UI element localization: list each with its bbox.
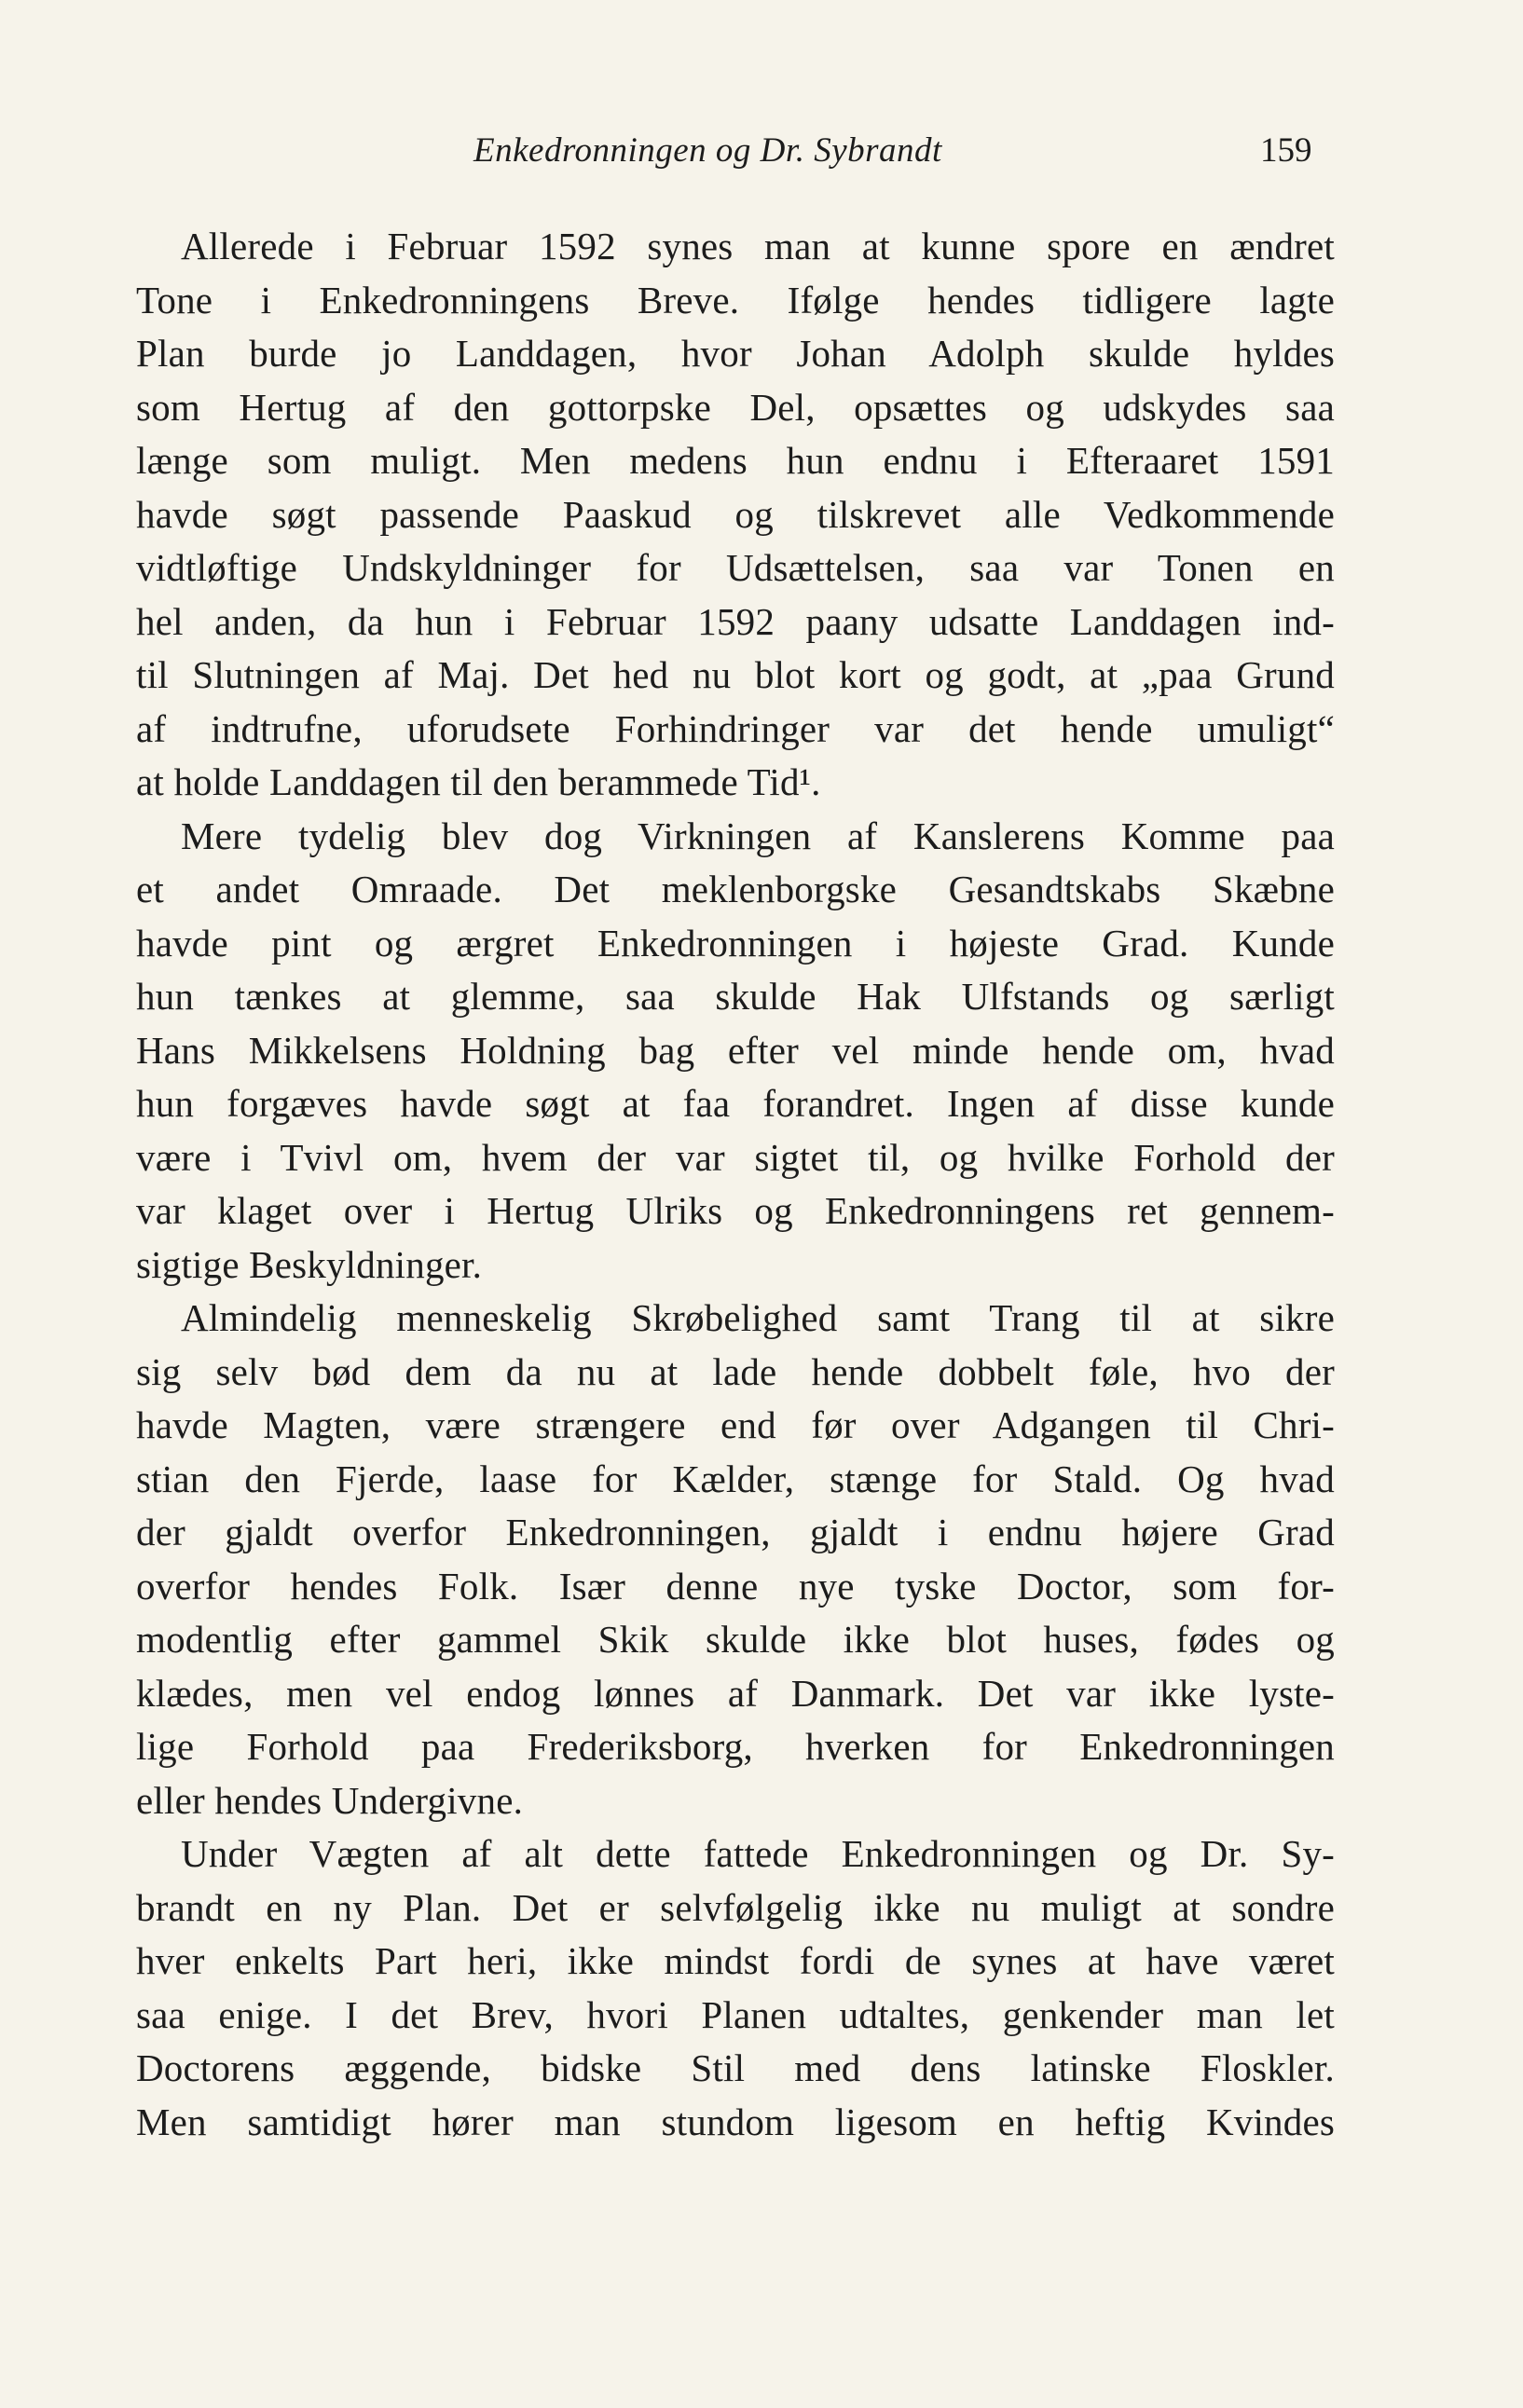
text-line: være i Tvivl om, hvem der var sigtet til, og hvilke Forhold der — [136, 1135, 1335, 1179]
text-line: Mere tydelig blev dog Virkningen af Kanslerens Komme paa — [181, 814, 1335, 857]
text-line: som Hertug af den gottorpske Del, opsættes og udskydes saa — [136, 385, 1335, 429]
text-line: et andet Omraade. Det meklenborgske Gesandtskabs Skæbne — [136, 868, 1335, 910]
running-title: Enkedronningen og Dr. Sybrandt — [473, 131, 942, 170]
text-line: var klaget over i Hertug Ulriks og Enkedronningens ret gennem- — [136, 1189, 1335, 1232]
text-line: hun tænkes at glemme, saa skulde Hak Ulfstands og særligt — [136, 975, 1335, 1018]
text-line: havde Magten, være strængere end før over Adgangen til Chri- — [136, 1403, 1335, 1446]
text-line: eller hendes Undergivne. — [136, 1778, 524, 1822]
text-line: Allerede i Februar 1592 synes man at kunne spore en ændret — [181, 225, 1335, 267]
text-line: overfor hendes Folk. Især denne nye tyske Doctor, som for- — [136, 1564, 1335, 1608]
text-line: saa enige. I det Brev, hvori Planen udtaltes, genkender man let — [136, 1992, 1335, 2036]
text-line: sigtige Beskyldninger. — [136, 1242, 483, 1286]
text-line: Almindelig menneskelig Skrøbelighed samt Trang til at sikre — [181, 1296, 1335, 1339]
page-number: 159 — [1260, 131, 1312, 170]
text-line: sig selv bød dem da nu at lade hende dobbelt føle, hvo der — [136, 1349, 1335, 1393]
text-line: Doctorens æggende, bidske Stil med dens latinske Floskler. — [136, 2046, 1335, 2089]
text-line: havde pint og ærgret Enkedronningen i højeste Grad. Kunde — [136, 921, 1335, 965]
text-line: havde søgt passende Paaskud og tilskrevet alle Vedkommende — [136, 492, 1335, 536]
text-line: Tone i Enkedronningens Breve. Ifølge hendes tidligere lagte — [136, 278, 1335, 322]
text-line: modentlig efter gammel Skik skulde ikke blot huses, fødes og — [136, 1618, 1335, 1661]
text-line: Plan burde jo Landdagen, hvor Johan Adolph skulde hyldes — [136, 332, 1335, 375]
text-line: hel anden, da hun i Februar 1592 paany udsatte Landdagen ind- — [136, 599, 1335, 643]
text-line: hun forgæves havde søgt at faa forandret. Ingen af disse kunde — [136, 1082, 1335, 1125]
text-line: længe som muligt. Men medens hun endnu i Efteraaret 1591 — [136, 439, 1335, 482]
text-line: Hans Mikkelsens Holdning bag efter vel minde hende om, hvad — [136, 1028, 1335, 1072]
text-line: vidtløftige Undskyldninger for Udsættelsen, saa var Tonen en — [136, 546, 1335, 589]
text-line: Under Vægten af alt dette fattede Enkedronningen og Dr. Sy- — [181, 1832, 1335, 1875]
text-line: brandt en ny Plan. Det er selvfølgelig ikke nu muligt at sondre — [136, 1885, 1335, 1929]
text-line: hver enkelts Part heri, ikke mindst fordi de synes at have været — [136, 1939, 1335, 1982]
text-line: af indtrufne, uforudsete Forhindringer var det hende umuligt“ — [136, 706, 1335, 750]
text-line: klædes, men vel endog lønnes af Danmark. Det var ikke lyste- — [136, 1671, 1335, 1715]
text-line: til Slutningen af Maj. Det hed nu blot kort og godt, at „paa Grund — [136, 653, 1335, 696]
text-line: der gjaldt overfor Enkedronningen, gjaldt i endnu højere Grad — [136, 1511, 1335, 1553]
text-line: at holde Landdagen til den berammede Tid¹. — [136, 760, 821, 803]
text-line: stian den Fjerde, laase for Kælder, stænge for Stald. Og hvad — [136, 1457, 1335, 1500]
body-text — [136, 220, 1335, 2149]
text-line: Men samtidigt hører man stundom ligesom en heftig Kvindes — [136, 2100, 1335, 2143]
running-head — [0, 130, 1523, 177]
text-line: lige Forhold paa Frederiksborg, hverken for Enkedronningen — [136, 1725, 1335, 1768]
